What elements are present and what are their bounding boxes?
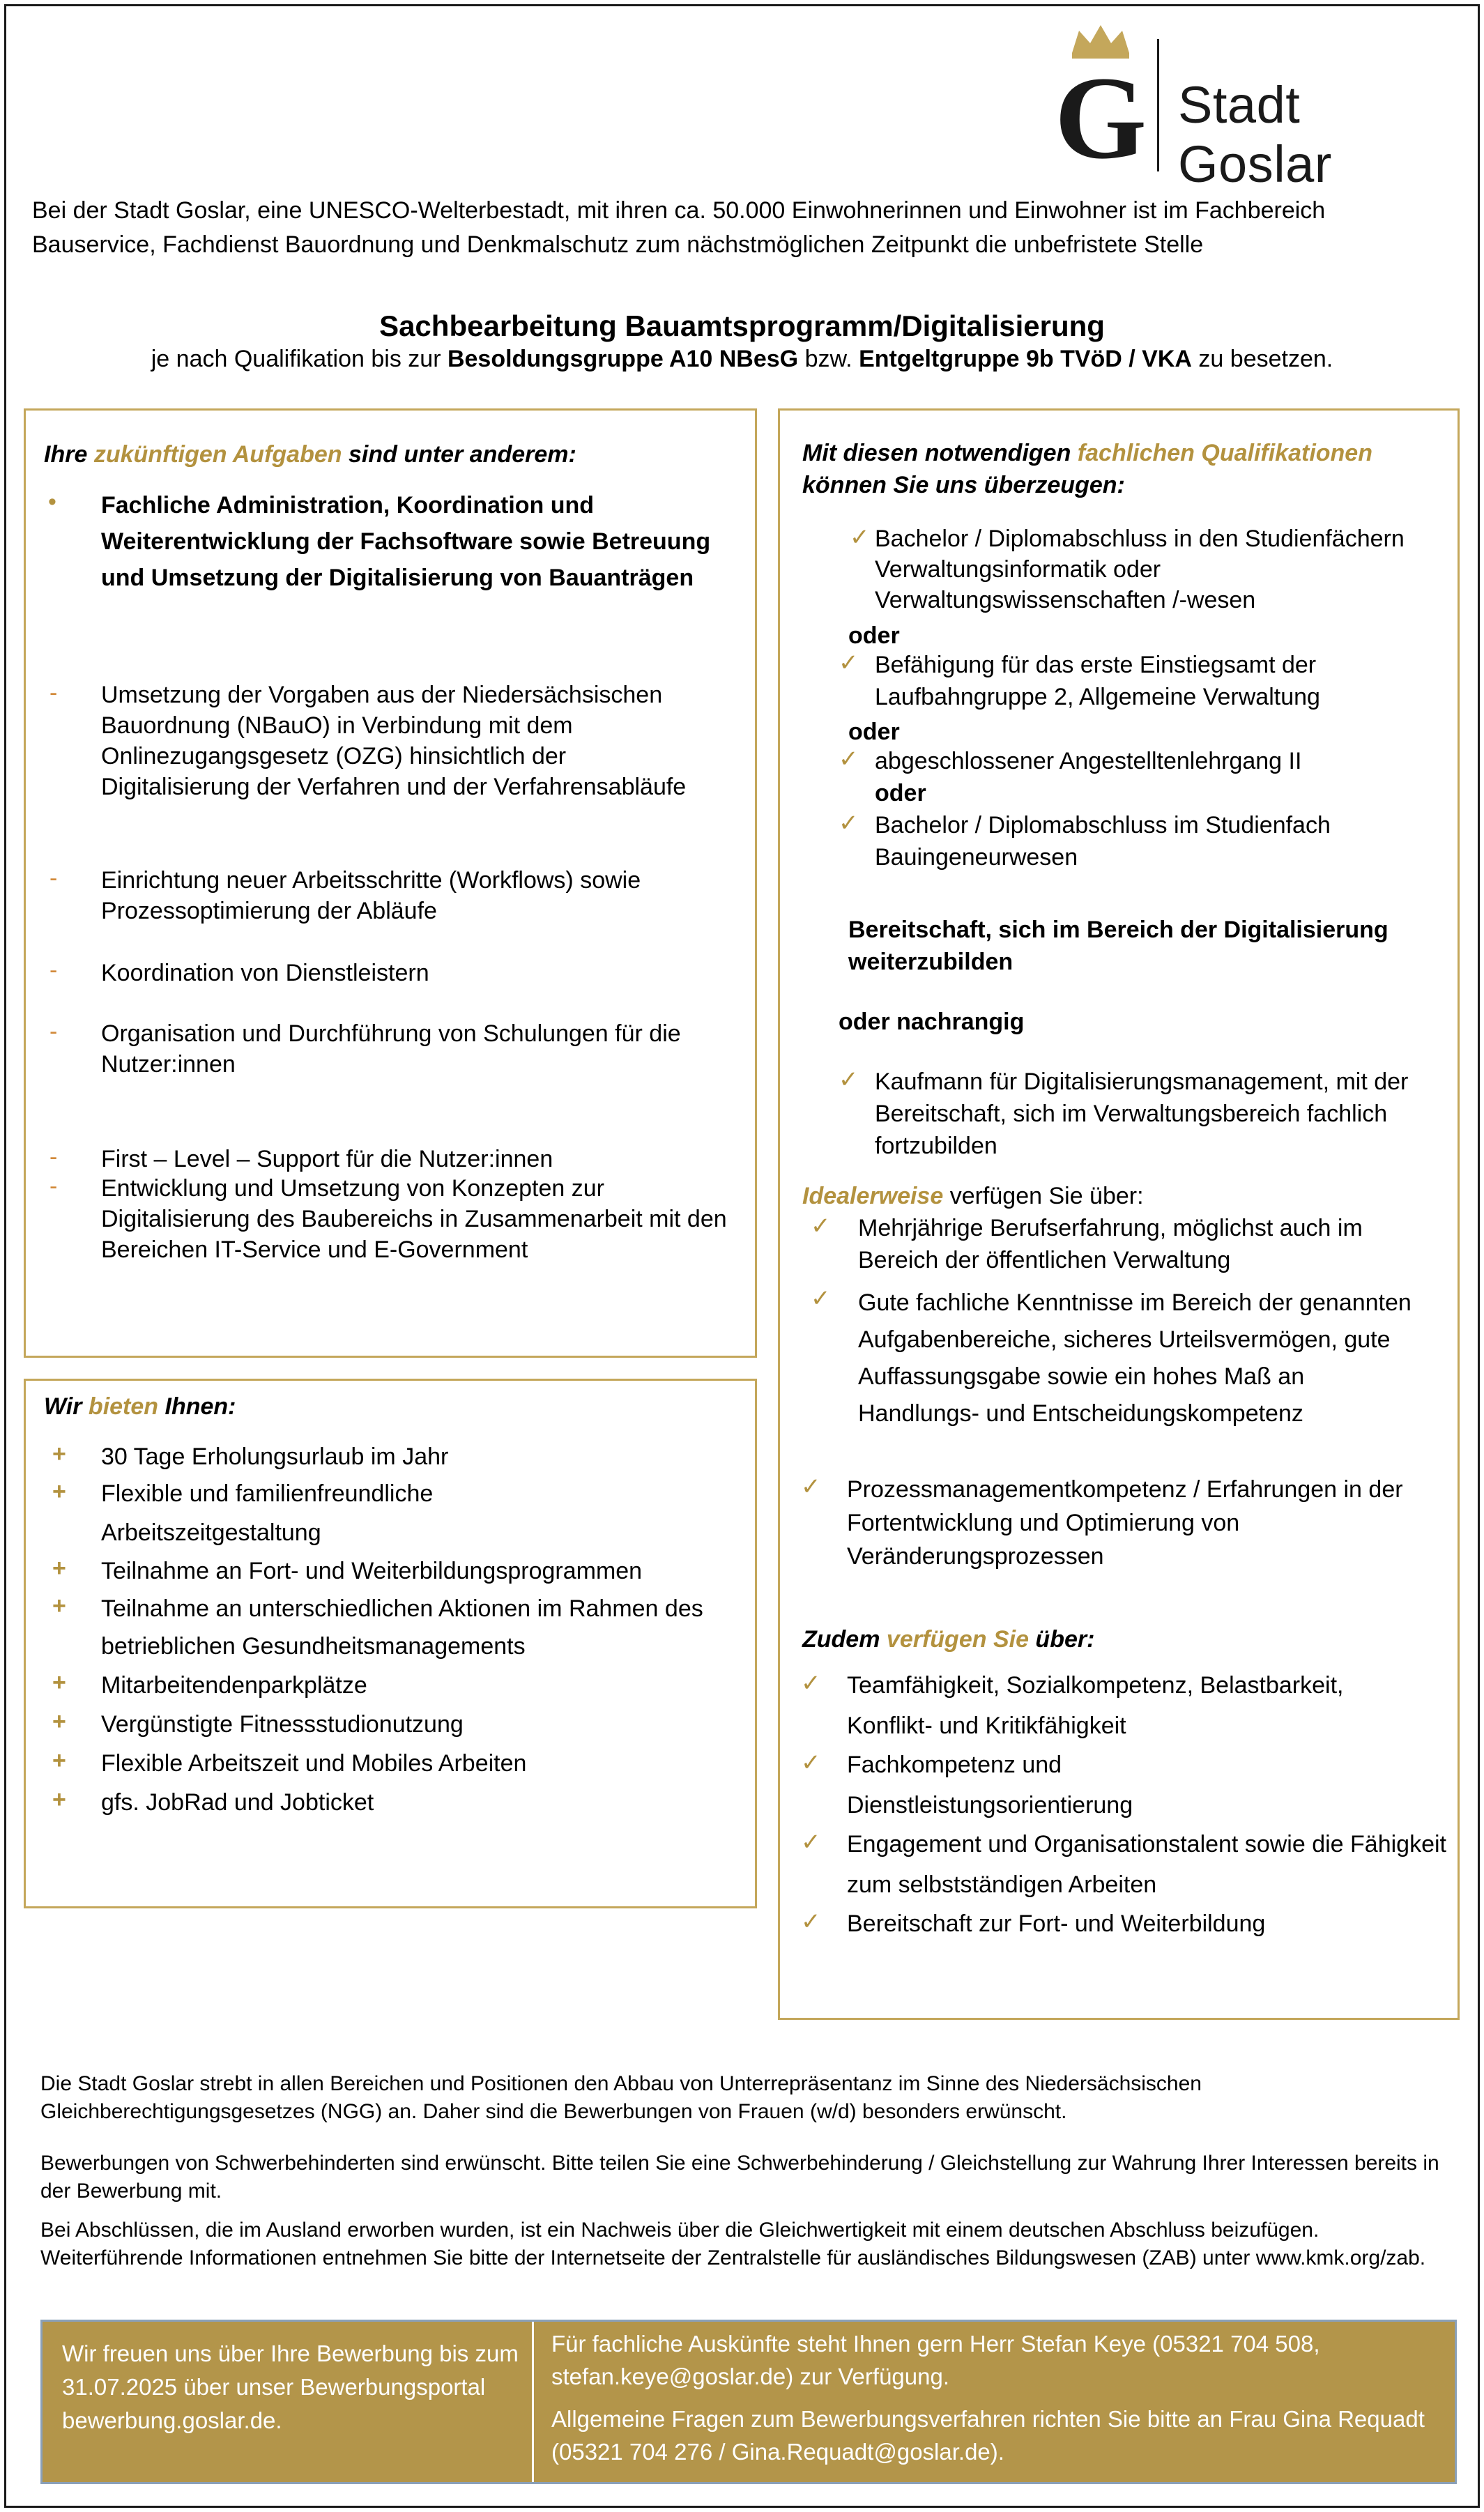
check-icon: ✓ — [811, 1285, 831, 1312]
heading-highlight: bieten — [88, 1393, 159, 1420]
tasks-box — [24, 408, 757, 1358]
zudem-item: Teamfähigkeit, Sozialkompetenz, Belastbarkeit, Konflikt- und Kritikfähigkeit — [847, 1672, 1344, 1739]
check-icon: ✓ — [839, 746, 859, 772]
job-title: Sachbearbeitung Bauamtsprogramm/Digitalisierung — [379, 309, 1105, 342]
dash-icon: - — [49, 1018, 58, 1045]
heading-part: sind unter anderem: — [342, 441, 576, 468]
heading-part: Ihre — [44, 441, 94, 468]
kaufmann-item: Kaufmann für Digitalisierungsmanagement, mit der Bereitschaft, sich im Verwaltungsbereich fachlich fortzubilden — [875, 1069, 1409, 1159]
qual-item: Befähigung für das erste Einstiegsamt der Laufbahngruppe 2, Allgemeine Verwaltung — [875, 652, 1320, 710]
check-icon: ✓ — [811, 1213, 831, 1239]
qual-item: Bachelor / Diplomabschluss in den Studienfächern Verwaltungsinformatik oder Verwaltungswissenschaften /-wesen — [875, 526, 1405, 613]
heading-part: können Sie uns überzeugen: — [802, 472, 1125, 498]
oder-label: oder — [848, 622, 900, 649]
plus-icon: + — [52, 1555, 66, 1582]
nachrangig-label: oder nachrangig — [839, 1009, 1025, 1035]
job-subtitle — [0, 346, 1484, 373]
job-sub-part: je nach Qualifikation bis zur — [151, 346, 448, 372]
heading-part: über: — [1028, 1626, 1095, 1653]
check-icon: ✓ — [801, 1473, 821, 1500]
task-item: Fachliche Administration, Koordination und Weiterentwicklung der Fachsoftware sowie Betreuung und Umsetzung der Digitalisierung von Bauanträgen — [101, 492, 711, 591]
task-item: Umsetzung der Vorgaben aus der Niedersächsischen Bauordnung (NBauO) in Verbindung mit dem Onlinezugangsgesetz (OZG) hinsichtlich der Digitalisierung der Verfahren und der Verfahrensabläufe — [101, 682, 687, 800]
task-item: Einrichtung neuer Arbeitsschritte (Workflows) sowie Prozessoptimierung der Abläufe — [101, 867, 641, 924]
dash-icon: - — [49, 1144, 58, 1170]
task-item: First – Level – Support für die Nutzer:innen — [101, 1146, 553, 1172]
footer-foreign-degree-note: Bei Abschlüssen, die im Ausland erworben wurden, ist ein Nachweis über die Gleichwertigkeit mit einem deutschen Abschluss beizufügen. Weiterführende Informationen entnehmen Sie bitte der Internetseite der Zentralstelle für ausländisches Bildungswesen (ZAB) unter www.kmk.org/zab. — [40, 2219, 1426, 2269]
plus-icon: + — [52, 1786, 66, 1813]
qual-heading — [802, 437, 1430, 501]
dash-icon: - — [49, 957, 58, 983]
ideal-item: Mehrjährige Berufserfahrung, möglichst auch im Bereich der öffentlichen Verwaltung — [858, 1215, 1363, 1273]
check-icon: ✓ — [801, 1908, 821, 1935]
bullet-icon: • — [48, 489, 56, 515]
job-sub-part: zu besetzen. — [1191, 346, 1333, 372]
plus-icon: + — [52, 1747, 66, 1774]
crown-g-emblem-icon — [1048, 25, 1153, 164]
heading-highlight: verfügen Sie — [886, 1626, 1029, 1653]
dash-icon: - — [49, 1173, 58, 1200]
zudem-item: Bereitschaft zur Fort- und Weiterbildung — [847, 1910, 1266, 1937]
oder-label: oder — [875, 780, 926, 806]
qualifications-box — [778, 408, 1460, 2020]
offer-box — [24, 1379, 757, 1908]
plus-icon: + — [52, 1669, 66, 1696]
check-icon: ✓ — [801, 1829, 821, 1855]
heading-highlight: Idealerweise — [802, 1183, 944, 1209]
offer-item: Mitarbeitendenparkplätze — [101, 1672, 367, 1699]
qual-item: Bachelor / Diplomabschluss im Studienfach Bauingeneurwesen — [875, 812, 1331, 871]
stadt-goslar-logo — [1048, 25, 1467, 193]
intro-text: Bei der Stadt Goslar, eine UNESCO-Welterbestadt, mit ihren ca. 50.000 Einwohnerinnen und Einwohner ist im Fachbereich Bauservice, Fachdienst Bauordnung und Denkmalschutz zum nächstmöglichen Zeitpunkt die unbefristete Stelle — [32, 197, 1326, 258]
plus-icon: + — [52, 1478, 66, 1505]
task-item: Organisation und Durchführung von Schulungen für die Nutzer:innen — [101, 1020, 681, 1078]
heading-highlight: fachlichen Qualifikationen — [1077, 440, 1372, 466]
logo-divider — [1157, 39, 1159, 171]
bereitschaft-text: Bereitschaft, sich im Bereich der Digitalisierung weiterzubilden — [848, 917, 1389, 975]
footer-equality-note: Die Stadt Goslar strebt in allen Bereichen und Positionen den Abbau von Unterrepräsentanz im Sinne des Niedersächsischen Gleichberechtigungsgesetzes (NGG) an. Daher sind die Bewerbungen von Frauen (w/d) besonders erwünscht. — [40, 2072, 1202, 2123]
heading-part: verfügen Sie über: — [943, 1183, 1144, 1209]
plus-icon: + — [52, 1593, 66, 1619]
offer-item: 30 Tage Erholungsurlaub im Jahr — [101, 1443, 449, 1470]
dash-icon: - — [49, 865, 58, 891]
zudem-heading — [802, 1623, 1094, 1655]
offer-heading — [44, 1391, 236, 1423]
check-icon: ✓ — [801, 1749, 821, 1776]
plus-icon: + — [52, 1708, 66, 1735]
job-sub-part: bzw. — [798, 346, 859, 372]
contact-divider — [532, 2322, 534, 2482]
ideal-item: Gute fachliche Kenntnisse im Bereich der genannten Aufgabenbereiche, sicheres Urteilsvermögen, gute Auffassungsgabe sowie ein hohes Maß an Handlungs- und Entscheidungskompetenz — [858, 1289, 1412, 1427]
offer-item: Teilnahme an Fort- und Weiterbildungsprogrammen — [101, 1558, 643, 1584]
check-icon: ✓ — [801, 1670, 821, 1697]
contact-general: Allgemeine Fragen zum Bewerbungsverfahren richten Sie bitte an Frau Gina Requadt (05321 704 276 / Gina.Requadt@goslar.de). — [551, 2406, 1425, 2465]
plus-icon: + — [52, 1441, 66, 1467]
check-icon: ✓ — [839, 810, 859, 836]
dash-icon: - — [49, 680, 58, 706]
logo-text: Stadt Goslar — [1178, 76, 1332, 193]
application-deadline-text: Wir freuen uns über Ihre Bewerbung bis zum 31.07.2025 über unser Bewerbungsportal bewerbung.goslar.de. — [62, 2341, 519, 2433]
heading-part: Zudem — [802, 1626, 887, 1653]
zudem-item: Engagement und Organisationstalent sowie die Fähigkeit zum selbstständigen Arbeiten — [847, 1831, 1446, 1898]
offer-item: gfs. JobRad und Jobticket — [101, 1789, 374, 1816]
oder-label: oder — [848, 719, 900, 745]
task-item: Koordination von Dienstleistern — [101, 960, 429, 986]
heading-part: Ihnen: — [158, 1393, 236, 1420]
pay-grade-a10: Besoldungsgruppe A10 NBesG — [447, 346, 799, 372]
heading-part: Wir — [44, 1393, 89, 1420]
heading-highlight: zukünftigen Aufgaben — [93, 441, 342, 468]
offer-item: Teilnahme an unterschiedlichen Aktionen im Rahmen des betrieblichen Gesundheitsmanagements — [101, 1595, 703, 1660]
offer-item: Flexible und familienfreundliche Arbeitszeitgestaltung — [101, 1480, 434, 1546]
offer-item: Vergünstigte Fitnessstudionutzung — [101, 1711, 464, 1738]
pay-grade-9b: Entgeltgruppe 9b TVöD / VKA — [859, 346, 1192, 372]
contact-info — [551, 2327, 1444, 2468]
qual-item: abgeschlossener Angestelltenlehrgang II — [875, 748, 1302, 774]
logo-letter: G — [1054, 52, 1147, 164]
footer-disability-note: Bewerbungen von Schwerbehinderten sind erwünscht. Bitte teilen Sie eine Schwerbehinderung / Gleichstellung zur Wahrung Ihrer Interessen bereits in der Bewerbung mit. — [40, 2152, 1439, 2203]
check-icon: ✓ — [839, 650, 859, 676]
contact-technical: Für fachliche Auskünfte steht Ihnen gern Herr Stefan Keye (05321 704 508, stefan.keye@goslar.de) zur Verfügung. — [551, 2331, 1320, 2389]
offer-item: Flexible Arbeitszeit und Mobiles Arbeiten — [101, 1750, 527, 1777]
tasks-heading — [44, 438, 576, 470]
ideal-heading — [802, 1180, 1144, 1212]
heading-part: Mit diesen notwendigen — [802, 440, 1078, 466]
zudem-item: Fachkompetenz und Dienstleistungsorientierung — [847, 1752, 1133, 1818]
contact-bar — [40, 2320, 1457, 2484]
ideal-item: Prozessmanagementkompetenz / Erfahrungen in der Fortentwicklung und Optimierung von Veränderungsprozessen — [847, 1476, 1403, 1570]
check-icon: ✓ — [850, 524, 870, 551]
task-item: Entwicklung und Umsetzung von Konzepten zur Digitalisierung des Baubereichs in Zusammenarbeit mit den Bereichen IT-Service und E-Government — [101, 1175, 727, 1263]
check-icon: ✓ — [839, 1066, 859, 1093]
